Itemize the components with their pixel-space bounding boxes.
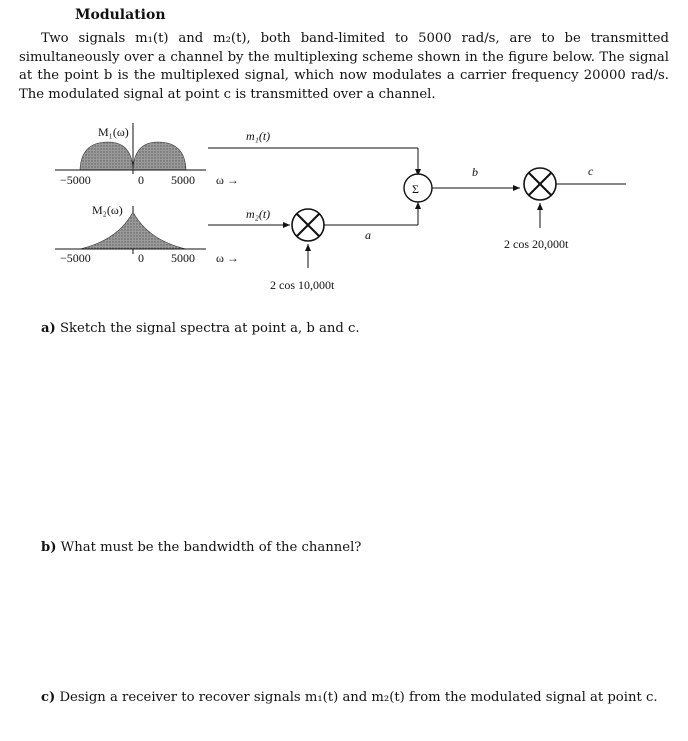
spectrum1-label: M₁(ω) <box>98 125 129 139</box>
multiplexing-diagram <box>40 118 640 298</box>
spectrum1-tick-pos: 5000 <box>171 173 195 187</box>
question-b <box>41 540 361 555</box>
question-a-label: a) <box>41 321 56 336</box>
spectrum1-right-lobe <box>133 142 186 170</box>
problem-statement <box>19 30 669 104</box>
mixer2-icon <box>524 168 556 200</box>
mixer1-icon <box>292 209 324 241</box>
m2-label: m₂(t) <box>246 207 271 221</box>
spectrum2-tick-neg: −5000 <box>60 251 91 265</box>
spectrum1-omega-label: ω → <box>216 173 239 187</box>
spectrum2-label: M₂(ω) <box>92 203 123 217</box>
spectrum1-left-lobe <box>80 142 133 170</box>
spectrum1-tick-neg: −5000 <box>60 173 91 187</box>
question-b-label: b) <box>41 540 57 555</box>
summer-sigma: Σ <box>412 182 419 196</box>
carrier2-label: 2 cos 20,000t <box>504 237 569 251</box>
question-c-text: Design a receiver to recover signals m₁(t) and m₂(t) from the modulated signal at point c. <box>59 690 658 705</box>
spectrum2-triangle <box>80 212 186 249</box>
question-a <box>41 321 360 336</box>
point-b-label: b <box>472 165 478 179</box>
question-c <box>41 690 661 705</box>
problem-text: Two signals m₁(t) and m₂(t), both band-limited to 5000 rad/s, are to be transmitted simultaneously over a channel by the multiplexing scheme shown in the figure below. The signal at the point b is the multiplexed signal, which now modulates a carrier frequency 20000 rad/s. The modulated signal at point c is transmitted over a channel. <box>19 31 669 102</box>
section-title: Modulation <box>75 7 166 23</box>
point-a-label: a <box>365 228 371 242</box>
spectrum2-tick-zero: 0 <box>138 251 144 265</box>
question-c-label: c) <box>41 690 56 705</box>
question-a-text: Sketch the signal spectra at point a, b and c. <box>60 321 360 336</box>
question-b-text: What must be the bandwidth of the channel? <box>60 540 362 555</box>
spectrum1-tick-zero: 0 <box>138 173 144 187</box>
carrier1-label: 2 cos 10,000t <box>270 278 335 292</box>
m1-label: m₁(t) <box>246 129 271 143</box>
point-c-label: c <box>588 164 594 178</box>
spectrum2-tick-pos: 5000 <box>171 251 195 265</box>
spectrum2-omega-label: ω → <box>216 251 239 265</box>
